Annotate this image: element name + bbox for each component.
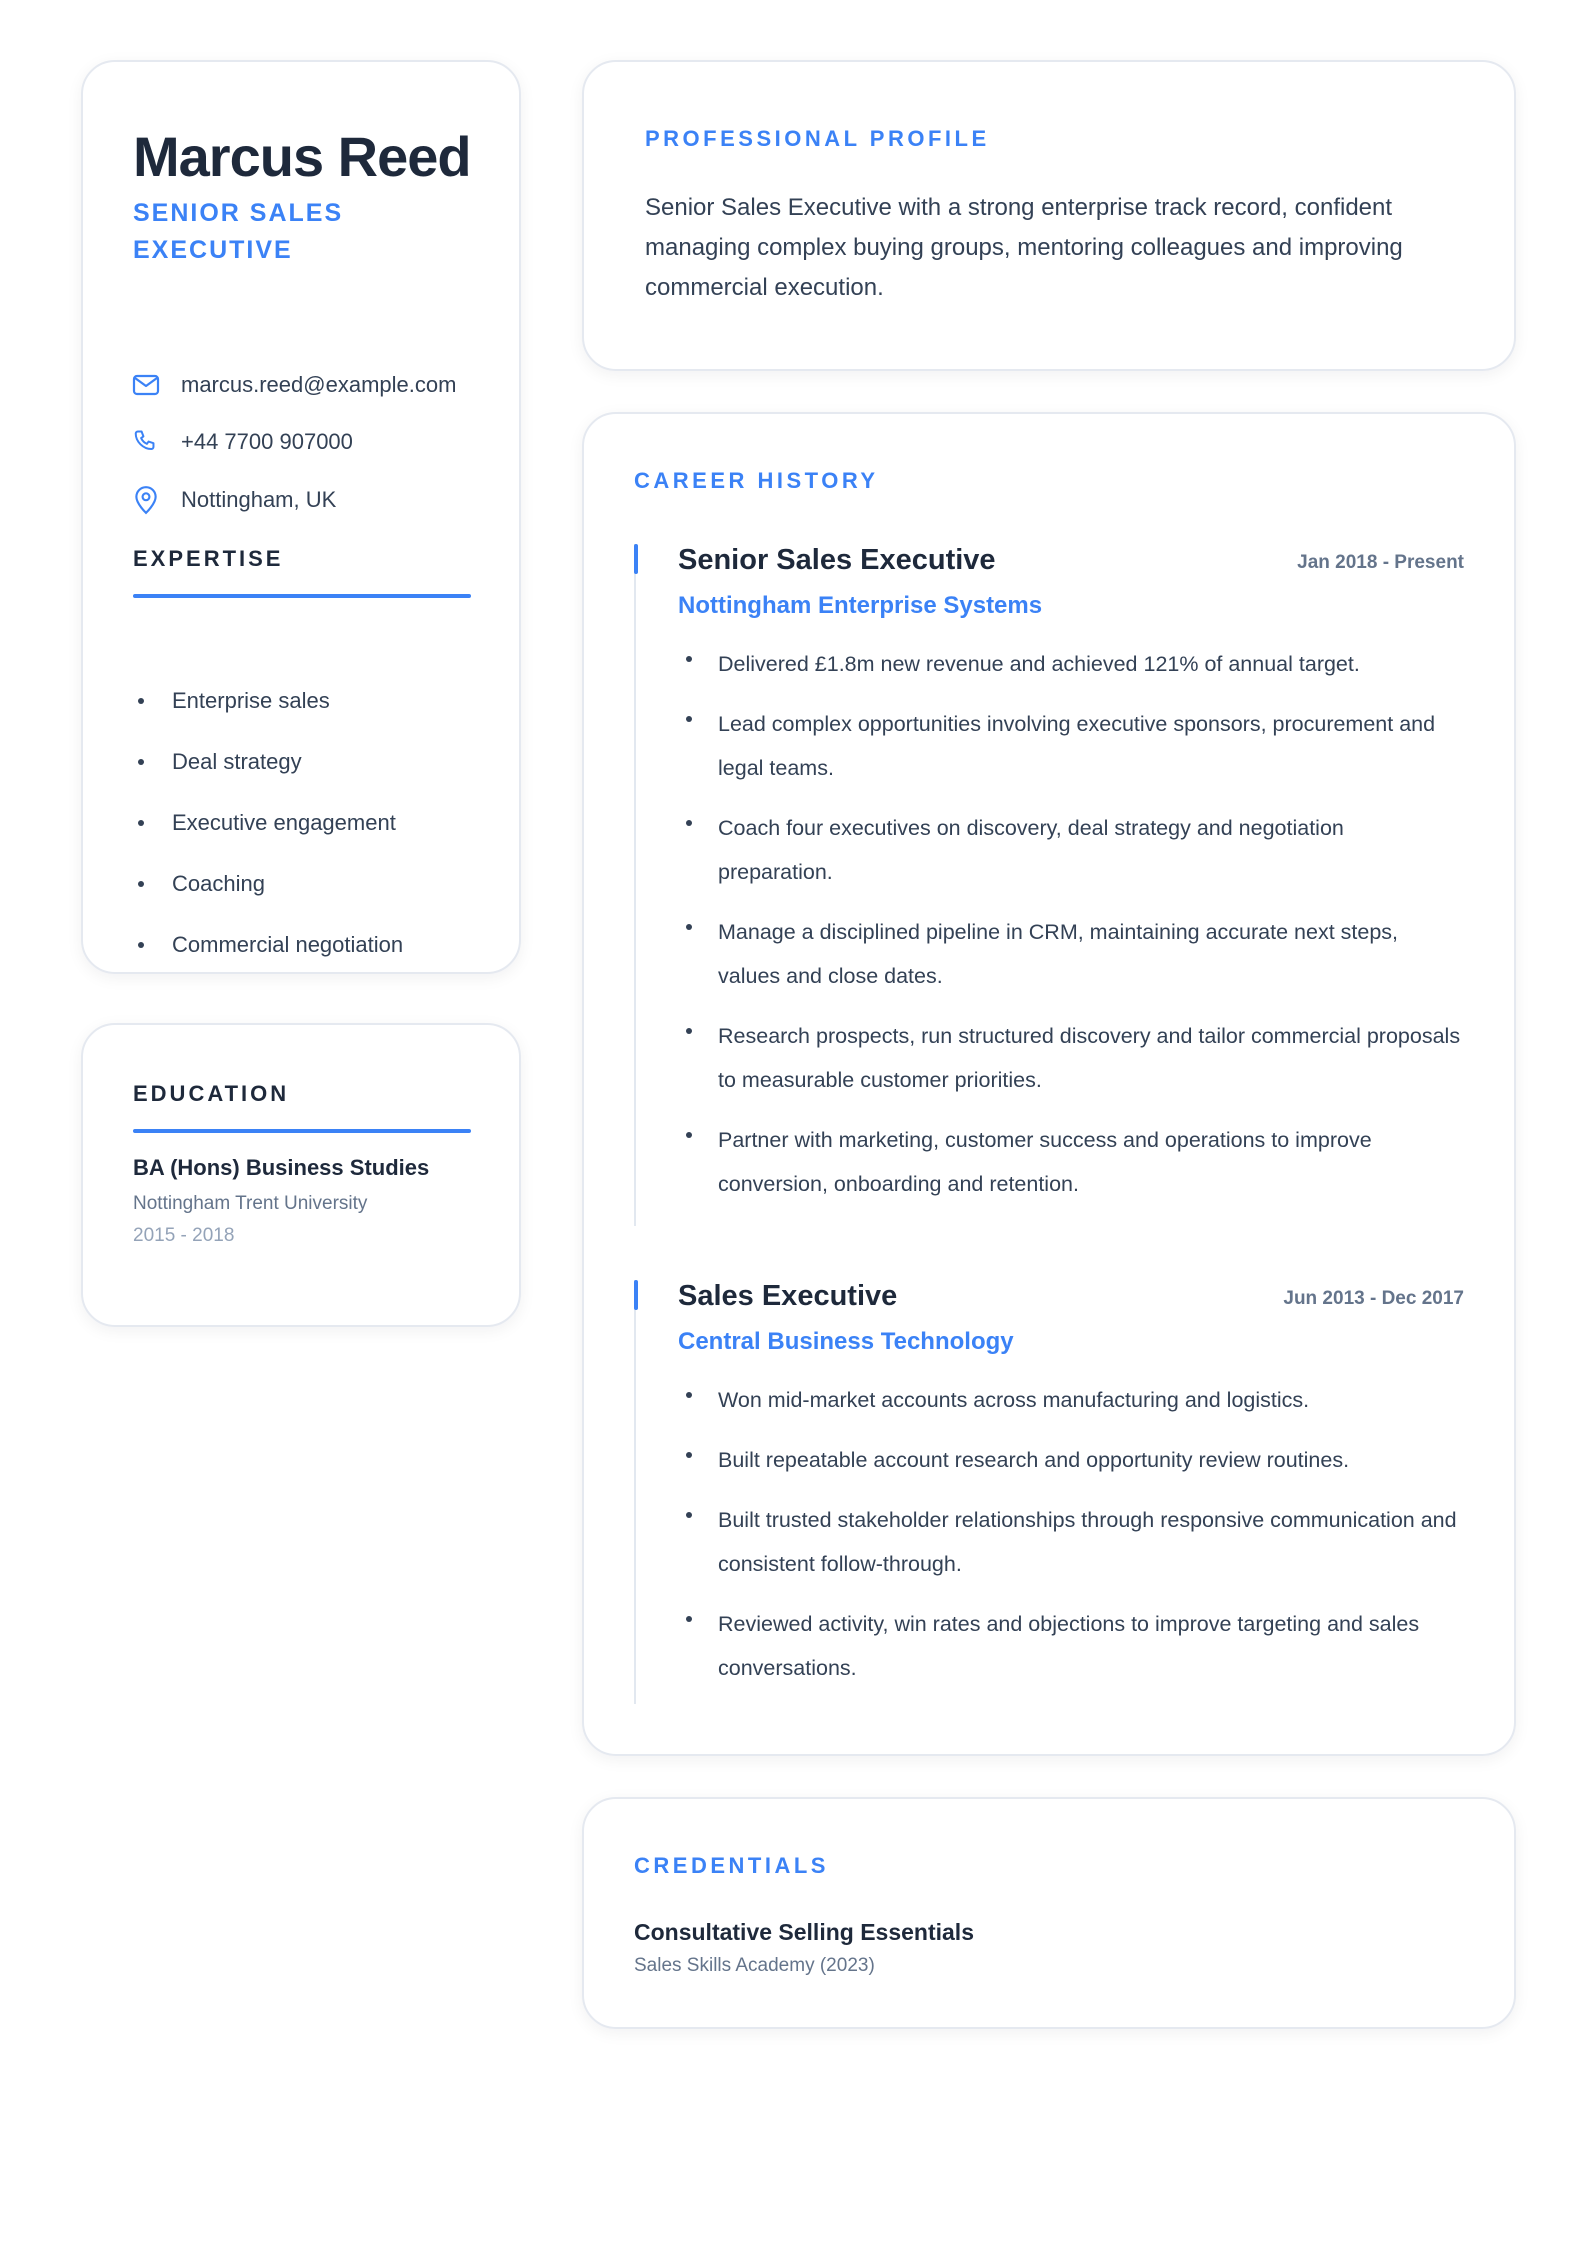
location-text: Nottingham, UK: [181, 487, 337, 512]
email-text: marcus.reed@example.com: [181, 372, 457, 397]
bullet-text: Won mid-market accounts across manufacturing and logistics.: [718, 1388, 1310, 1412]
credential-title: Consultative Selling Essentials: [634, 1919, 974, 1945]
job-title: Sales Executive: [678, 1280, 898, 1312]
phone-text: +44 7700 907000: [181, 429, 353, 454]
candidate-name: Marcus Reed: [133, 125, 471, 188]
job-entry: [634, 1280, 1464, 1704]
education-divider: [133, 1129, 471, 1133]
bullet-text: Research prospects, run structured discovery and tailor commercial proposals to measurable customer priorities.: [718, 1024, 1461, 1092]
bullet-text: Lead complex opportunities involving executive sponsors, procurement and legal teams.: [718, 712, 1436, 780]
bullet-dot: [138, 820, 144, 826]
bullet-dot: [138, 942, 144, 948]
career-heading: CAREER HISTORY: [634, 468, 879, 493]
timeline-accent: [634, 544, 638, 574]
skill-item: [138, 808, 396, 838]
bullet-text: Delivered £1.8m new revenue and achieved 121% of annual target.: [718, 652, 1360, 676]
bullet-dot: [138, 759, 144, 765]
profile-card: [582, 60, 1516, 371]
education-heading: EDUCATION: [133, 1081, 290, 1106]
education-degree: BA (Hons) Business Studies: [133, 1155, 430, 1180]
mail-icon: [131, 370, 161, 400]
skill-label: Coaching: [172, 871, 265, 896]
profile-summary: Senior Sales Executive with a strong enterprise track record, confident managing complex buying groups, mentoring colleagues and improving commercial execution.: [645, 194, 1403, 301]
education-card: [81, 1023, 521, 1327]
job-dates: Jun 2013 - Dec 2017: [1283, 1288, 1464, 1309]
bullet-dot: [686, 656, 692, 662]
bullet-dot: [686, 1028, 692, 1034]
timeline-line: [634, 544, 636, 1226]
skill-item: [138, 747, 302, 777]
skill-label: Executive engagement: [172, 810, 396, 835]
bullet-dot: [686, 716, 692, 722]
credential-issuer: Sales Skills Academy (2023): [634, 1955, 875, 1976]
credentials-card: [582, 1797, 1516, 2029]
expertise-divider: [133, 594, 471, 598]
job-company: Nottingham Enterprise Systems: [678, 592, 1043, 619]
expertise-heading: EXPERTISE: [133, 546, 284, 571]
bullet-text: Reviewed activity, win rates and objections to improve targeting and sales conversations.: [718, 1612, 1420, 1680]
bullet-dot: [686, 820, 692, 826]
location-pin-icon: [131, 485, 161, 515]
bullet-dot: [686, 1616, 692, 1622]
contact-email[interactable]: [131, 368, 456, 402]
skill-item: [138, 930, 403, 960]
bullet-text: Manage a disciplined pipeline in CRM, maintaining accurate next steps, values and close dates.: [718, 920, 1399, 988]
bullet-dot: [686, 1512, 692, 1518]
skill-item: [138, 869, 265, 899]
credentials-heading: CREDENTIALS: [634, 1853, 829, 1878]
contact-phone[interactable]: [131, 425, 353, 459]
identity-card: [81, 60, 521, 974]
candidate-role: SENIOR SALES EXECUTIVE: [133, 199, 344, 264]
timeline-line: [634, 1280, 636, 1704]
bullet-dot: [686, 1132, 692, 1138]
bullet-text: Built trusted stakeholder relationships through responsive communication and consistent follow-through.: [718, 1508, 1457, 1576]
education-school: Nottingham Trent University: [133, 1193, 368, 1214]
bullet-dot: [686, 1392, 692, 1398]
bullet-dot: [138, 698, 144, 704]
job-company: Central Business Technology: [678, 1328, 1014, 1355]
career-card: [582, 412, 1516, 1756]
job-dates: Jan 2018 - Present: [1297, 552, 1464, 573]
job-title: Senior Sales Executive: [678, 544, 996, 576]
bullet-text: Built repeatable account research and opportunity review routines.: [718, 1448, 1350, 1472]
timeline-accent: [634, 1280, 638, 1310]
bullet-dot: [686, 1452, 692, 1458]
education-years: 2015 - 2018: [133, 1225, 235, 1246]
phone-icon: [131, 427, 161, 457]
job-entry: [634, 544, 1464, 1226]
bullet-text: Coach four executives on discovery, deal strategy and negotiation preparation.: [718, 816, 1344, 884]
skill-label: Commercial negotiation: [172, 932, 404, 957]
bullet-text: Partner with marketing, customer success and operations to improve conversion, onboarding and retention.: [718, 1128, 1372, 1196]
bullet-dot: [686, 924, 692, 930]
contact-location: [131, 483, 336, 517]
skill-label: Enterprise sales: [172, 688, 330, 713]
bullet-dot: [138, 881, 144, 887]
profile-heading: PROFESSIONAL PROFILE: [645, 126, 990, 151]
skill-item: [138, 686, 330, 716]
skill-label: Deal strategy: [172, 749, 302, 774]
